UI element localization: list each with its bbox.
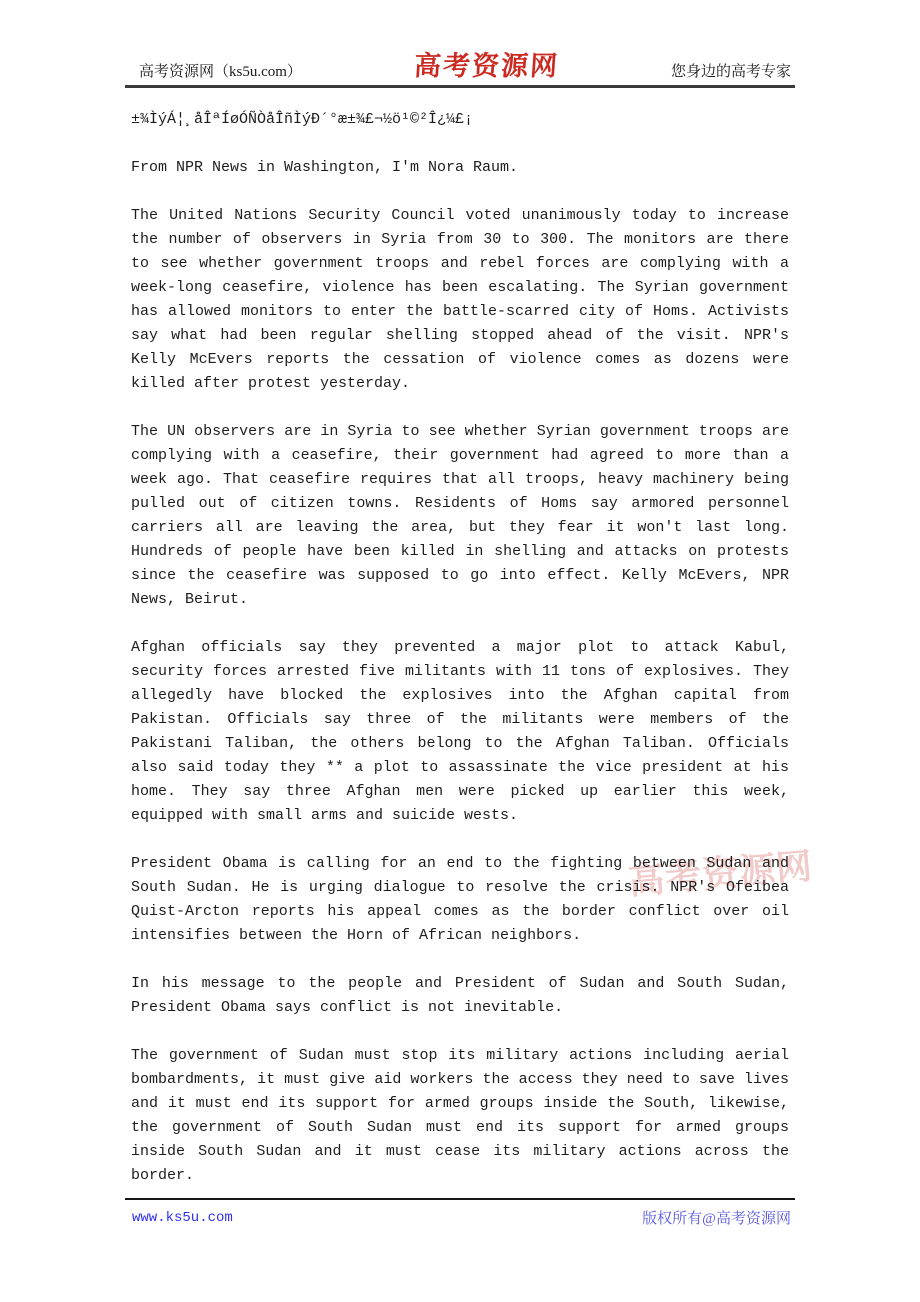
site-watermark: 高考资源网 bbox=[626, 846, 815, 902]
header-site-name: 高考资源网（ks5u.com） bbox=[139, 64, 302, 80]
encoding-notice-line: ±¾ÌýÁ¦¸åÎªÍøÓÑÒåÎñÌýÐ´°æ±¾£¬½ö¹©²Î¿¼£¡ bbox=[131, 111, 474, 128]
site-logo: 高考资源网 bbox=[412, 51, 561, 81]
footer-copyright-link[interactable]: 版权所有@高考资源网 bbox=[642, 1211, 791, 1227]
transcript-paragraph-obama-sudan: President Obama is calling for an end to the fighting between Sudan and South Sudan. He is urging dialogue to resolve the crisis. NPR's Ofeibea Quist-Arcton reports his appeal comes as the border conflict over oil intensifies between the Horn of African neighbors. bbox=[131, 855, 789, 944]
transcript-paragraph-obama-message: In his message to the people and President of Sudan and South Sudan, President Obama says conflict is not inevitable. bbox=[131, 975, 789, 1016]
transcript-paragraph-un-observers: The UN observers are in Syria to see whether Syrian government troops are complying with a ceasefire, their government had agreed to more than a week ago. That ceasefire requires that all troops, heavy machinery being pulled out of citizen towns. Residents of Homs say armored personnel carriers all are leaving the area, but they fear it won't last long. Hundreds of people have been killed in shelling and attacks on protests since the ceasefire was supposed to go into effect. Kelly McEvers, NPR News, Beirut. bbox=[131, 423, 789, 608]
transcript-paragraph-sudan-government: The government of Sudan must stop its military actions including aerial bombardments, it must give aid workers the access they need to save lives and it must end its support for armed groups inside the South, likewise, the government of South Sudan must end its support for armed groups inside South Sudan and it must cease its military actions across the border. bbox=[131, 1047, 789, 1184]
transcript-paragraph-syria-vote: The United Nations Security Council voted unanimously today to increase the number of observers in Syria from 30 to 300. The monitors are there to see whether government troops and rebel forces are complying with a week-long ceasefire, violence has been escalating. The Syrian government has allowed monitors to enter the battle-scarred city of Homs. Activists say what had been regular shelling stopped ahead of the visit. NPR's Kelly McEvers reports the cessation of violence comes as dozens were killed after protest yesterday. bbox=[131, 207, 789, 392]
page-header bbox=[125, 48, 795, 88]
header-tagline: 您身边的高考专家 bbox=[670, 64, 791, 80]
transcript-paragraph-afghan-plot: Afghan officials say they prevented a major plot to attack Kabul, security forces arrested five militants with 11 tons of explosives. They allegedly have blocked the explosives into the Afghan capital from Pakistan. Officials say three of the militants were members of the Pakistani Taliban, the others belong to the Afghan Taliban. Officials also said today they ** a plot to assassinate the vice president at his home. They say three Afghan men were picked up earlier this week, equipped with small arms and suicide wests. bbox=[131, 639, 789, 824]
footer-site-url-link[interactable]: www.ks5u.com bbox=[132, 1209, 233, 1226]
transcript-body bbox=[131, 108, 789, 1212]
transcript-paragraph-intro: From NPR News in Washington, I'm Nora Raum. bbox=[131, 159, 519, 176]
